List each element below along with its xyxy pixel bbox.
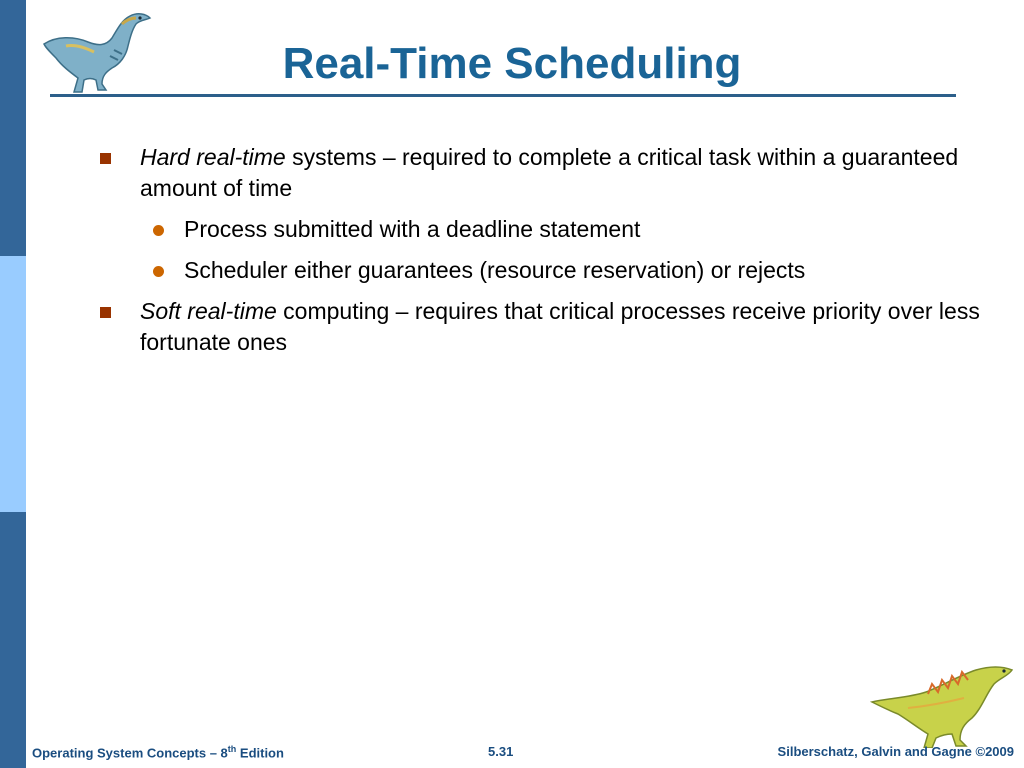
slide-content	[100, 142, 990, 368]
sidebar-middle-band	[0, 256, 26, 512]
subbullet-text: Scheduler either guarantees (resource reservation) or rejects	[184, 257, 806, 283]
footer-book-suffix: Edition	[236, 745, 284, 761]
bullet-emphasis: Soft real-time	[140, 298, 277, 324]
bullet-emphasis: Hard real-time	[140, 144, 286, 170]
footer-book-title	[32, 744, 284, 760]
square-bullet-icon	[100, 307, 111, 318]
subbullet-scheduler	[100, 255, 990, 286]
round-bullet-icon	[153, 266, 164, 277]
footer-book-sup: th	[227, 744, 237, 754]
bullet-soft-real-time	[100, 296, 990, 358]
round-bullet-icon	[153, 225, 164, 236]
left-sidebar	[0, 0, 26, 768]
dinosaur-icon	[36, 6, 160, 96]
sidebar-top-band	[0, 0, 26, 256]
footer-page-number: 5.31	[488, 744, 514, 759]
dinosaur-icon	[868, 658, 1018, 748]
footer-copyright: Silberschatz, Galvin and Gagne ©2009	[777, 744, 1014, 759]
bullet-text: systems – required to complete a critical task within a guaranteed amount of time	[140, 144, 959, 201]
sidebar-bottom-band	[0, 512, 26, 768]
slide-title: Real-Time Scheduling	[282, 39, 742, 88]
footer-book-prefix: Operating System Concepts – 8	[32, 745, 228, 761]
square-bullet-icon	[100, 153, 111, 164]
subbullet-text: Process submitted with a deadline statement	[184, 216, 641, 242]
subbullet-deadline	[100, 214, 990, 245]
bullet-hard-real-time	[100, 142, 990, 204]
title-divider	[50, 94, 956, 97]
bullet-text: computing – requires that critical processes receive priority over less fortunate ones	[140, 298, 980, 355]
